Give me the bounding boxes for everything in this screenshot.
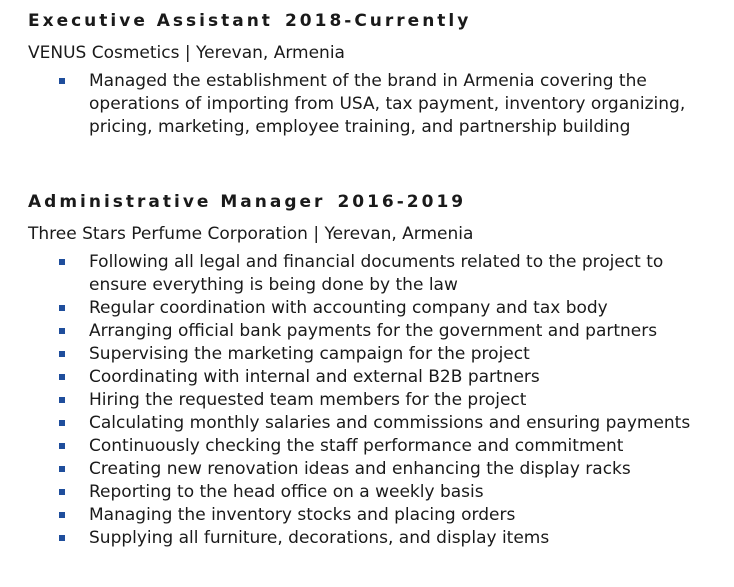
responsibility-text: Supervising the marketing campaign for the project <box>89 344 530 364</box>
responsibility-text: Regular coordination with accounting company and tax body <box>89 298 608 318</box>
square-bullet-icon <box>59 328 65 334</box>
job-title: Executive Assistant <box>28 11 273 31</box>
list-item <box>89 70 725 139</box>
list-item <box>89 458 728 481</box>
responsibility-text: Reporting to the head office on a weekly basis <box>89 482 484 502</box>
list-item <box>89 412 728 435</box>
company-line: VENUS Cosmetics | Yerevan, Armenia <box>28 43 345 63</box>
square-bullet-icon <box>59 420 65 426</box>
list-item <box>89 343 728 366</box>
list-item <box>89 366 728 389</box>
responsibility-list <box>28 251 728 550</box>
job-title-heading <box>28 189 728 215</box>
square-bullet-icon <box>59 78 65 84</box>
square-bullet-icon <box>59 443 65 449</box>
list-item <box>89 320 728 343</box>
square-bullet-icon <box>59 535 65 541</box>
responsibility-text: Arranging official bank payments for the government and partners <box>89 321 658 341</box>
list-item <box>89 527 728 550</box>
square-bullet-icon <box>59 489 65 495</box>
square-bullet-icon <box>59 259 65 265</box>
responsibility-text: Continuously checking the staff performance and commitment <box>89 436 624 456</box>
list-item <box>89 435 728 458</box>
square-bullet-icon <box>59 305 65 311</box>
square-bullet-icon <box>59 397 65 403</box>
responsibility-text: Managed the establishment of the brand in Armenia covering the operations of importing from USA, tax payment, inventory organizing, pricing, marketing, employee training, and partnership building <box>89 71 686 137</box>
job-entry-executive-assistant <box>28 8 728 139</box>
responsibility-text: Supplying all furniture, decorations, and display items <box>89 528 550 548</box>
responsibility-text: Creating new renovation ideas and enhancing the display racks <box>89 459 631 479</box>
responsibility-list <box>28 70 725 139</box>
job-title-heading <box>28 8 728 34</box>
job-entry-administrative-manager <box>28 189 728 550</box>
list-item <box>89 389 728 412</box>
company-line: Three Stars Perfume Corporation | Yerevan, Armenia <box>28 224 474 244</box>
responsibility-text: Following all legal and financial documents related to the project to ensure everything is being done by the law <box>89 252 664 295</box>
list-item <box>89 481 728 504</box>
responsibility-text: Hiring the requested team members for the project <box>89 390 527 410</box>
responsibility-text: Coordinating with internal and external B2B partners <box>89 367 540 387</box>
list-item <box>89 504 728 527</box>
responsibility-text: Managing the inventory stocks and placing orders <box>89 505 516 525</box>
square-bullet-icon <box>59 374 65 380</box>
job-period: 2018-Currently <box>284 11 472 31</box>
list-item <box>89 297 728 320</box>
square-bullet-icon <box>59 512 65 518</box>
job-title: Administrative Manager <box>28 192 326 212</box>
responsibility-text: Calculating monthly salaries and commissions and ensuring payments <box>89 413 691 433</box>
square-bullet-icon <box>59 466 65 472</box>
square-bullet-icon <box>59 351 65 357</box>
list-item <box>89 251 725 297</box>
job-period: 2016-2019 <box>337 192 467 212</box>
